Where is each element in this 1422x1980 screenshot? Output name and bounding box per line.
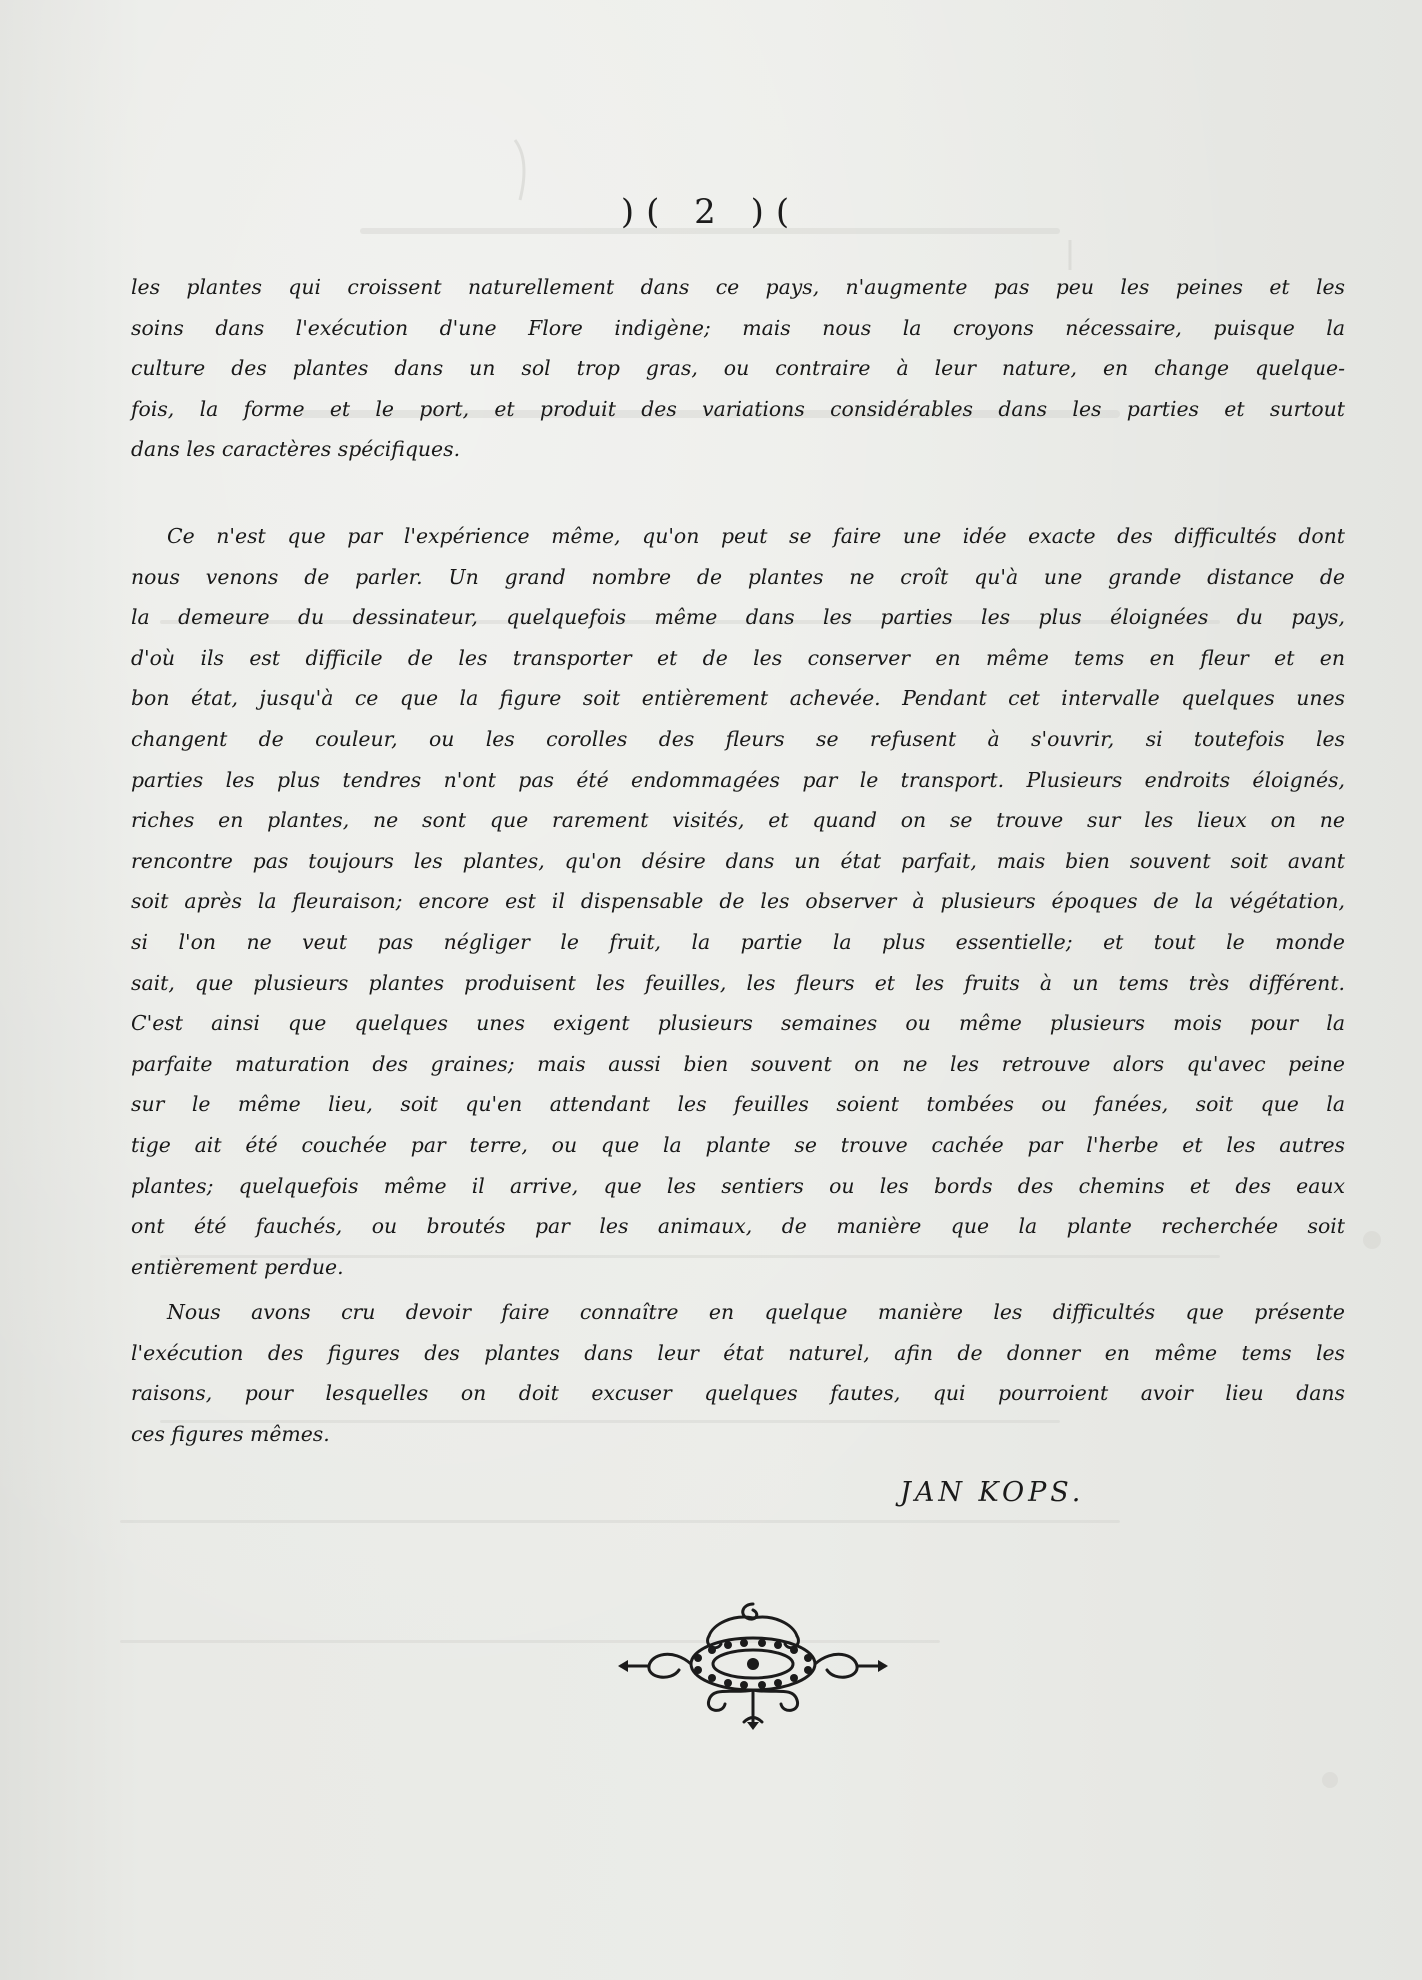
text-line: Ce n'est que par l'expérience même, qu'on peut se faire une idée exacte des difficultés dont <box>167 524 1345 548</box>
text-line: riches en plantes, ne sont que rarement visités, et quand on se trouve sur les lieux on ne <box>131 808 1345 833</box>
paragraph-2 <box>131 516 1345 1287</box>
text-line: nous venons de parler. Un grand nombre de plantes ne croît qu'à une grande distance de <box>131 564 1345 589</box>
text-line: Nous avons cru devoir faire connaître en quelque manière les difficultés que présente <box>167 1300 1345 1324</box>
text-line: tige ait été couchée par terre, ou que la plante se trouve cachée par l'herbe et les autres <box>131 1132 1345 1157</box>
text-line: parties les plus tendres n'ont pas été endommagées par le transport. Plusieurs endroits éloignés, <box>131 767 1345 792</box>
text-line: soins dans l'exécution d'une Flore indigène; mais nous la croyons nécessaire, puisque la <box>131 315 1345 340</box>
text-line: raisons, pour lesquelles on doit excuser quelques fautes, qui pourroient avoir lieu dans <box>131 1381 1345 1406</box>
text-line: sait, que plusieurs plantes produisent les feuilles, les fleurs et les fruits à un tems très différent. <box>131 970 1345 995</box>
text-line: culture des plantes dans un sol trop gras, ou contraire à leur nature, en change quelque- <box>131 356 1345 381</box>
paragraph-3 <box>131 1292 1345 1454</box>
page-number-header: )( 2 )( <box>620 192 802 232</box>
text-line: d'où ils est difficile de les transporter et de les conserver en même tems en fleur et en <box>131 645 1345 670</box>
text-line: les plantes qui croissent naturellement dans ce pays, n'augmente pas peu les peines et les <box>131 275 1345 299</box>
text-line: ces figures mêmes. <box>131 1421 330 1446</box>
author-signature: JAN KOPS. <box>900 1477 1085 1508</box>
text-line: entièrement perdue. <box>131 1254 344 1279</box>
text-line: la demeure du dessinateur, quelquefois même dans les parties les plus éloignées du pays, <box>131 605 1345 630</box>
text-line: rencontre pas toujours les plantes, qu'on désire dans un état parfait, mais bien souvent soit avant <box>131 848 1345 873</box>
text-line: C'est ainsi que quelques unes exigent plusieurs semaines ou même plusieurs mois pour la <box>131 1011 1345 1036</box>
text-line: soit après la fleuraison; encore est il dispensable de les observer à plusieurs époques de la végétation, <box>131 889 1345 914</box>
text-line: ont été fauchés, ou broutés par les animaux, de manière que la plante recherchée soit <box>131 1214 1345 1239</box>
text-line: plantes; quelquefois même il arrive, que les sentiers ou les bords des chemins et des eaux <box>131 1173 1345 1198</box>
text-line: parfaite maturation des graines; mais aussi bien souvent on ne les retrouve alors qu'avec peine <box>131 1051 1345 1076</box>
text-line: bon état, jusqu'à ce que la figure soit entièrement achevée. Pendant cet intervalle quelques unes <box>131 686 1345 711</box>
text-line: changent de couleur, ou les corolles des fleurs se refusent à s'ouvrir, si toutefois les <box>131 726 1345 751</box>
text-line: dans les caractères spécifiques. <box>131 437 461 462</box>
calligraphic-flourish-icon <box>616 1598 890 1738</box>
text-line: sur le même lieu, soit qu'en attendant les feuilles soient tombées ou fanées, soit que la <box>131 1092 1345 1117</box>
text-line: fois, la forme et le port, et produit des variations considérables dans les parties et surtout <box>131 396 1345 421</box>
text-line: si l'on ne veut pas négliger le fruit, la partie la plus essentielle; et tout le monde <box>131 929 1345 954</box>
paragraph-1 <box>131 267 1345 470</box>
text-line: l'exécution des figures des plantes dans leur état naturel, afin de donner en même tems les <box>131 1340 1345 1365</box>
